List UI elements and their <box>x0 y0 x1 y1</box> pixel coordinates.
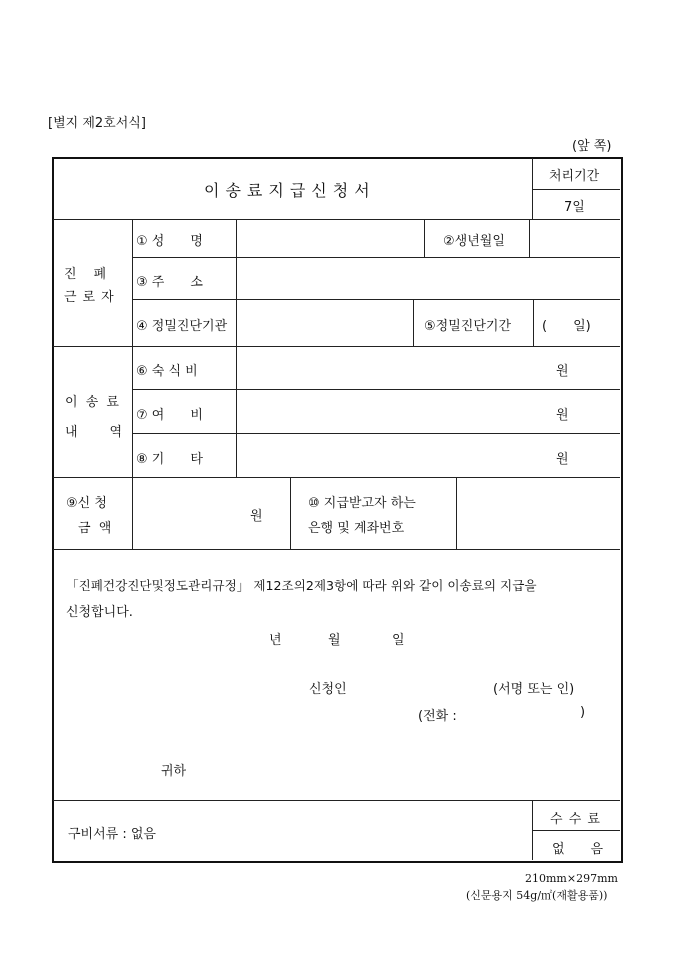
name-label: ① 성 명 <box>136 234 203 249</box>
phone-label: (전화 : <box>418 709 457 724</box>
request-amount-label: ⑨신 청 <box>66 496 107 511</box>
fee-value: 없 음 <box>552 842 604 857</box>
signature-label: (서명 또는 인) <box>493 682 575 697</box>
title-row-bottom <box>53 219 620 220</box>
recipient-label: 귀하 <box>161 764 187 779</box>
travel-unit: 원 <box>556 408 569 423</box>
worker-section-label-2: 근로자 <box>64 290 120 305</box>
transfer-section-label-2: 내 역 <box>65 425 125 440</box>
processing-divider <box>532 189 620 190</box>
fee-label: 수 수 료 <box>550 812 601 827</box>
date-day: 일 <box>392 633 405 648</box>
bank-account-label: ⑩ 지급받고자 하는 <box>308 496 416 511</box>
lodging-label: ⑥ 숙 식 비 <box>136 364 198 379</box>
worker-section-label: 진 폐 <box>64 267 109 282</box>
request-amount-unit: 원 <box>250 509 263 524</box>
bank-account-label-2: 은행 및 계좌번호 <box>308 521 405 536</box>
date-year: 년 <box>269 633 282 648</box>
form-title: 이송료지급신청서 <box>204 181 376 200</box>
period-label: ⑤정밀진단기간 <box>424 319 512 334</box>
declaration-text: 「진폐건강진단및정도관리규정」 제12조의2제3항에 따라 위와 같이 이송료의 지급을 <box>66 578 537 593</box>
travel-label: ⑦ 여 비 <box>136 408 203 423</box>
other-unit: 원 <box>556 452 569 467</box>
transfer-section-label: 이 송 료 <box>65 395 121 410</box>
lodging-unit: 원 <box>556 364 569 379</box>
processing-period-value: 7일 <box>564 200 585 215</box>
period-field[interactable]: ( 일) <box>542 319 591 334</box>
required-documents: 구비서류 : 없음 <box>68 827 156 842</box>
page-side-label: (앞 쪽) <box>572 139 612 154</box>
phone-close: ) <box>580 705 586 720</box>
processing-period-label: 처리기간 <box>549 169 600 184</box>
paper-type: (신문용지 54g/㎡(재활용품)) <box>466 889 608 902</box>
date-month: 월 <box>328 633 341 648</box>
form-number: [별지 제2호서식] <box>48 116 146 131</box>
applicant-label: 신청인 <box>309 682 347 697</box>
address-label: ③ 주 소 <box>136 275 203 290</box>
institution-label: ④ 정밀진단기관 <box>136 319 228 334</box>
other-label: ⑧ 기 타 <box>136 452 203 467</box>
request-amount-label-2: 금 액 <box>78 521 114 536</box>
declaration-text-2: 신청합니다. <box>66 605 133 620</box>
birthdate-label: ②생년월일 <box>443 234 505 249</box>
paper-size: 210mm×297mm <box>525 872 618 885</box>
